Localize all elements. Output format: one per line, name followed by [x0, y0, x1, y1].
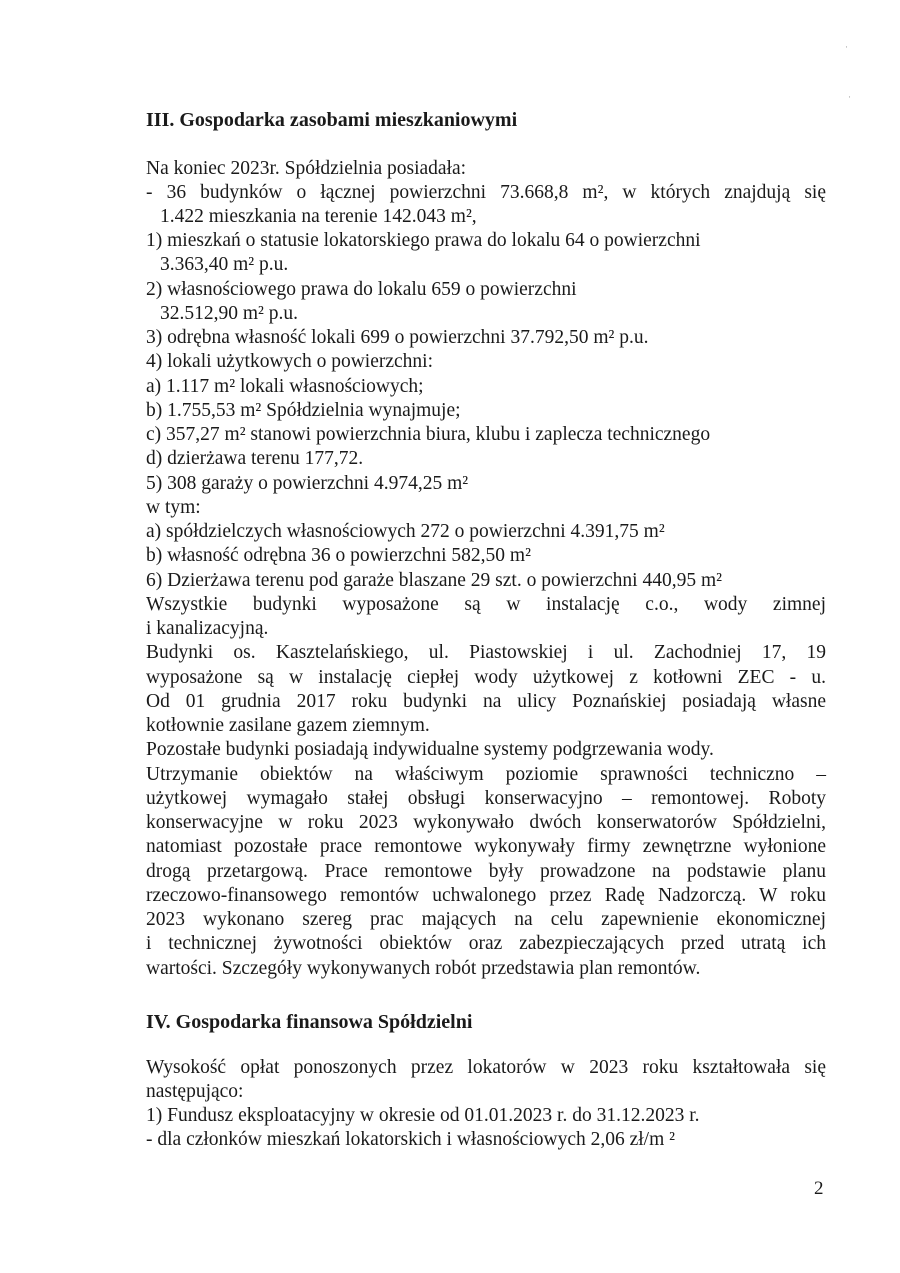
section-3-line: Na koniec 2023r. Spółdzielnia posiadała: [146, 158, 467, 179]
section-3-line: drogą przetargową. Prace remontowe były prowadzone na podstawie planu [146, 861, 826, 882]
section-3-line: 6) Dzierżawa terenu pod garaże blaszane 29 szt. o powierzchni 440,95 m² [146, 570, 722, 591]
section-3-line: 5) 308 garaży o powierzchni 4.974,25 m² [146, 473, 469, 494]
section-3-heading: III. Gospodarka zasobami mieszkaniowymi [146, 109, 518, 131]
section-4-line: - dla członków mieszkań lokatorskich i własnościowych 2,06 zł/m ² [146, 1129, 675, 1150]
page-number: 2 [814, 1178, 824, 1199]
scan-speck: · [848, 92, 851, 102]
section-3-line: wartości. Szczegóły wykonywanych robót przedstawia plan remontów. [146, 958, 701, 979]
section-3-line: i kanalizacyjną. [146, 618, 269, 639]
section-3-line: 3) odrębna własność lokali 699 o powierzchni 37.792,50 m² p.u. [146, 327, 649, 348]
section-3-line: 4) lokali użytkowych o powierzchni: [146, 351, 434, 372]
section-3-line: 1.422 mieszkania na terenie 142.043 m², [160, 206, 477, 227]
section-3-line: Wszystkie budynki wyposażone są w instalację c.o., wody zimnej [146, 594, 826, 615]
section-3-line: 3.363,40 m² p.u. [160, 254, 289, 275]
section-3-line: b) własność odrębna 36 o powierzchni 582,50 m² [146, 545, 531, 566]
scan-speck: · [845, 42, 848, 52]
section-3-line: rzeczowo-finansowego remontów uchwalonego przez Radę Nadzorczą. W roku [146, 885, 826, 906]
section-3-line: w tym: [146, 497, 201, 518]
section-3-line: 1) mieszkań o statusie lokatorskiego prawa do lokalu 64 o powierzchni [146, 230, 701, 251]
section-3-line: i technicznej żywotności obiektów oraz zabezpieczających przed utratą ich [146, 933, 826, 954]
section-3-line: 32.512,90 m² p.u. [160, 303, 299, 324]
section-3-line: użytkowej wymagało stałej obsługi konserwacyjno – remontowej. Roboty [146, 788, 826, 809]
section-4-line: 1) Fundusz eksploatacyjny w okresie od 01.01.2023 r. do 31.12.2023 r. [146, 1105, 700, 1126]
section-3-line: - 36 budynków o łącznej powierzchni 73.668,8 m², w których znajdują się [146, 182, 826, 203]
section-3-line: 2) własnościowego prawa do lokalu 659 o powierzchni [146, 279, 577, 300]
section-3-line: Budynki os. Kasztelańskiego, ul. Piastowskiej i ul. Zachodniej 17, 19 [146, 642, 826, 663]
section-3-line: d) dzierżawa terenu 177,72. [146, 448, 364, 469]
section-3-line: Utrzymanie obiektów na właściwym poziomie sprawności techniczno – [146, 764, 826, 785]
section-3-line: kotłownie zasilane gazem ziemnym. [146, 715, 430, 736]
section-3-line: Pozostałe budynki posiadają indywidualne systemy podgrzewania wody. [146, 739, 714, 760]
section-3-line: wyposażone są w instalację ciepłej wody użytkowej z kotłowni ZEC - u. [146, 667, 826, 688]
section-3-line: konserwacyjne w roku 2023 wykonywało dwóch konserwatorów Spółdzielni, [146, 812, 826, 833]
section-3-line: Od 01 grudnia 2017 roku budynki na ulicy Poznańskiej posiadają własne [146, 691, 826, 712]
section-3-line: natomiast pozostałe prace remontowe wykonywały firmy zewnętrzne wyłonione [146, 836, 826, 857]
section-3-line: b) 1.755,53 m² Spółdzielnia wynajmuje; [146, 400, 461, 421]
section-4-line: następująco: [146, 1081, 244, 1102]
section-3-line: a) 1.117 m² lokali własnościowych; [146, 376, 424, 397]
section-3-line: 2023 wykonano szereg prac mających na celu zapewnienie ekonomicznej [146, 909, 826, 930]
section-4-line: Wysokość opłat ponoszonych przez lokatorów w 2023 roku kształtowała się [146, 1057, 826, 1078]
section-3-line: c) 357,27 m² stanowi powierzchnia biura, klubu i zaplecza technicznego [146, 424, 711, 445]
section-3-line: a) spółdzielczych własnościowych 272 o powierzchni 4.391,75 m² [146, 521, 665, 542]
section-4-heading: IV. Gospodarka finansowa Spółdzielni [146, 1011, 473, 1033]
